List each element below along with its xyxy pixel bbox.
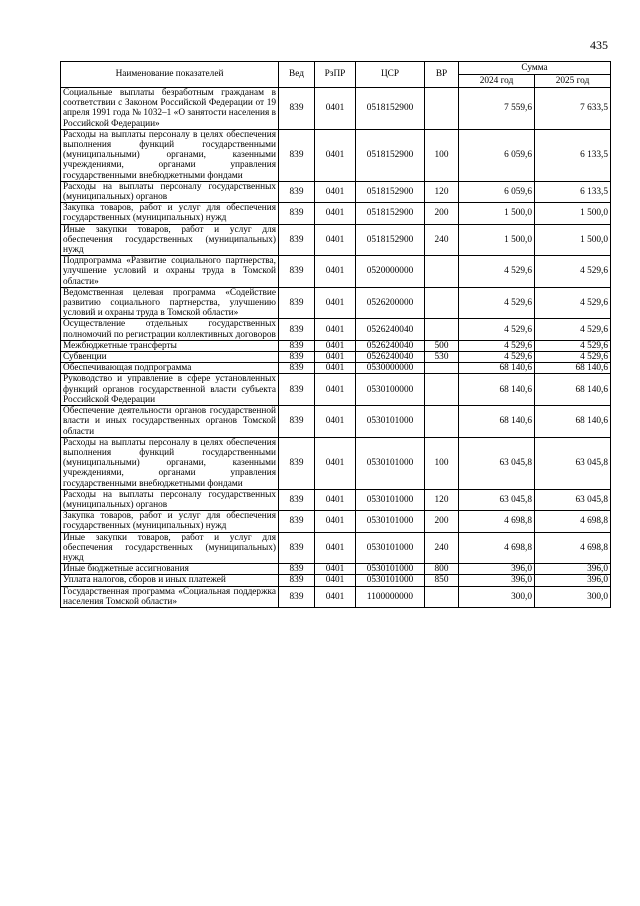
cell-rzpr: 0401 (315, 287, 356, 319)
cell-csr: 0526200000 (356, 287, 425, 319)
cell-ved: 839 (279, 406, 315, 438)
cell-name: Субвенции (61, 352, 279, 363)
cell-vr (425, 406, 459, 438)
cell-ved: 839 (279, 287, 315, 319)
cell-csr: 0526240040 (356, 340, 425, 351)
cell-2025: 68 140,6 (535, 363, 611, 374)
cell-2024: 63 045,8 (459, 437, 535, 489)
table-row (61, 224, 611, 256)
cell-ved: 839 (279, 437, 315, 489)
cell-name: Межбюджетные трансферты (61, 340, 279, 351)
cell-vr: 500 (425, 340, 459, 351)
cell-vr: 240 (425, 532, 459, 564)
cell-csr: 0518152900 (356, 203, 425, 224)
cell-name: Расходы на выплаты персоналу в целях обеспечения выполнения функций государственными (муниципальными) органами, казенными учреждениями, органами управления государственными внебюджетными фондами (61, 437, 279, 489)
cell-name: Руководство и управление в сфере установленных функций органов государственной власти субъекта Российской Федерации (61, 374, 279, 406)
cell-rzpr: 0401 (315, 575, 356, 586)
table-row (61, 564, 611, 575)
table-row (61, 319, 611, 340)
cell-csr: 0530101000 (356, 532, 425, 564)
cell-rzpr: 0401 (315, 224, 356, 256)
cell-csr: 0530101000 (356, 564, 425, 575)
cell-rzpr: 0401 (315, 374, 356, 406)
cell-2025: 63 045,8 (535, 489, 611, 510)
table-row (61, 406, 611, 438)
header-rzpr: РзПР (315, 62, 356, 88)
cell-2025: 396,0 (535, 575, 611, 586)
cell-rzpr: 0401 (315, 511, 356, 532)
cell-ved: 839 (279, 129, 315, 181)
cell-rzpr: 0401 (315, 340, 356, 351)
cell-ved: 839 (279, 181, 315, 202)
cell-csr: 0518152900 (356, 224, 425, 256)
table-row (61, 532, 611, 564)
table-row (61, 511, 611, 532)
header-year-2024: 2024 год (459, 75, 535, 88)
cell-ved: 839 (279, 586, 315, 607)
table-body (61, 88, 611, 608)
cell-2024: 4 529,6 (459, 256, 535, 288)
cell-rzpr: 0401 (315, 586, 356, 607)
cell-rzpr: 0401 (315, 489, 356, 510)
cell-name: Иные бюджетные ассигнования (61, 564, 279, 575)
cell-2025: 4 698,8 (535, 532, 611, 564)
cell-name: Иные закупки товаров, работ и услуг для обеспечения государственных (муниципальных) нужд (61, 224, 279, 256)
cell-ved: 839 (279, 352, 315, 363)
cell-vr: 120 (425, 489, 459, 510)
cell-2024: 1 500,0 (459, 224, 535, 256)
cell-vr (425, 586, 459, 607)
cell-2024: 396,0 (459, 564, 535, 575)
cell-2024: 68 140,6 (459, 406, 535, 438)
cell-2025: 4 529,6 (535, 287, 611, 319)
table-row (61, 374, 611, 406)
table-row (61, 489, 611, 510)
cell-2025: 7 633,5 (535, 88, 611, 130)
header-name: Наименование показателей (61, 62, 279, 88)
cell-vr: 530 (425, 352, 459, 363)
cell-ved: 839 (279, 88, 315, 130)
page-number: 435 (590, 38, 608, 52)
cell-rzpr: 0401 (315, 256, 356, 288)
header-vr: ВР (425, 62, 459, 88)
cell-ved: 839 (279, 489, 315, 510)
cell-rzpr: 0401 (315, 406, 356, 438)
cell-2024: 396,0 (459, 575, 535, 586)
cell-ved: 839 (279, 319, 315, 340)
cell-rzpr: 0401 (315, 129, 356, 181)
cell-2025: 4 529,6 (535, 256, 611, 288)
cell-2024: 300,0 (459, 586, 535, 607)
cell-2024: 68 140,6 (459, 363, 535, 374)
cell-2025: 6 133,5 (535, 181, 611, 202)
cell-2024: 6 059,6 (459, 129, 535, 181)
cell-vr: 120 (425, 181, 459, 202)
cell-vr (425, 319, 459, 340)
cell-csr: 0518152900 (356, 88, 425, 130)
cell-2024: 68 140,6 (459, 374, 535, 406)
cell-name: Уплата налогов, сборов и иных платежей (61, 575, 279, 586)
cell-csr: 0530000000 (356, 363, 425, 374)
cell-ved: 839 (279, 224, 315, 256)
cell-vr: 800 (425, 564, 459, 575)
cell-name: Расходы на выплаты персоналу государственных (муниципальных) органов (61, 181, 279, 202)
table-row (61, 340, 611, 351)
cell-ved: 839 (279, 374, 315, 406)
header-ved: Вед (279, 62, 315, 88)
cell-ved: 839 (279, 532, 315, 564)
cell-csr: 0526240040 (356, 352, 425, 363)
table-header (61, 62, 611, 88)
cell-ved: 839 (279, 256, 315, 288)
cell-2025: 300,0 (535, 586, 611, 607)
table-row (61, 586, 611, 607)
cell-name: Подпрограмма «Развитие социального партнерства, улучшение условий и охраны труда в Томской области» (61, 256, 279, 288)
table-row (61, 256, 611, 288)
cell-csr: 1100000000 (356, 586, 425, 607)
cell-name: Расходы на выплаты персоналу в целях обеспечения выполнения функций государственными (муниципальными) органами, казенными учреждениями, органами управления государственными внебюджетными фондами (61, 129, 279, 181)
cell-name: Расходы на выплаты персоналу государственных (муниципальных) органов (61, 489, 279, 510)
cell-vr (425, 287, 459, 319)
cell-csr: 0526240040 (356, 319, 425, 340)
cell-rzpr: 0401 (315, 564, 356, 575)
cell-csr: 0520000000 (356, 256, 425, 288)
cell-csr: 0518152900 (356, 129, 425, 181)
cell-2025: 4 698,8 (535, 511, 611, 532)
cell-rzpr: 0401 (315, 88, 356, 130)
table-row (61, 352, 611, 363)
cell-rzpr: 0401 (315, 437, 356, 489)
cell-rzpr: 0401 (315, 363, 356, 374)
cell-csr: 0530100000 (356, 374, 425, 406)
cell-2025: 63 045,8 (535, 437, 611, 489)
cell-ved: 839 (279, 203, 315, 224)
cell-vr: 200 (425, 511, 459, 532)
cell-2025: 68 140,6 (535, 406, 611, 438)
cell-name: Обеспечивающая подпрограмма (61, 363, 279, 374)
cell-name: Государственная программа «Социальная поддержка населения Томской области» (61, 586, 279, 607)
cell-vr: 850 (425, 575, 459, 586)
cell-csr: 0530101000 (356, 575, 425, 586)
cell-vr: 100 (425, 437, 459, 489)
cell-name: Социальные выплаты безработным гражданам в соответствии с Законом Российской Федерации от 19 апреля 1991 года № 1032–1 «О занятости населения в Российской Федерации» (61, 88, 279, 130)
cell-csr: 0530101000 (356, 406, 425, 438)
cell-ved: 839 (279, 511, 315, 532)
table-row (61, 287, 611, 319)
table-row (61, 129, 611, 181)
budget-table (60, 61, 611, 608)
cell-2024: 63 045,8 (459, 489, 535, 510)
cell-name: Ведомственная целевая программа «Содействие развитию социального партнерства, улучшению условий и охраны труда в Томской области» (61, 287, 279, 319)
cell-2025: 6 133,5 (535, 129, 611, 181)
cell-csr: 0530101000 (356, 437, 425, 489)
cell-ved: 839 (279, 363, 315, 374)
cell-2025: 1 500,0 (535, 224, 611, 256)
cell-csr: 0530101000 (356, 511, 425, 532)
cell-csr: 0518152900 (356, 181, 425, 202)
table-row (61, 203, 611, 224)
cell-vr (425, 256, 459, 288)
cell-name: Осуществление отдельных государственных полномочий по регистрации коллективных договоров (61, 319, 279, 340)
cell-2025: 68 140,6 (535, 374, 611, 406)
cell-vr: 240 (425, 224, 459, 256)
cell-2025: 4 529,6 (535, 352, 611, 363)
cell-vr (425, 88, 459, 130)
cell-2024: 7 559,6 (459, 88, 535, 130)
cell-2025: 4 529,6 (535, 340, 611, 351)
cell-ved: 839 (279, 340, 315, 351)
cell-2025: 1 500,0 (535, 203, 611, 224)
cell-name: Закупка товаров, работ и услуг для обеспечения государственных (муниципальных) нужд (61, 511, 279, 532)
cell-vr (425, 363, 459, 374)
cell-rzpr: 0401 (315, 532, 356, 564)
cell-vr: 200 (425, 203, 459, 224)
cell-2024: 1 500,0 (459, 203, 535, 224)
cell-2024: 4 698,8 (459, 511, 535, 532)
cell-rzpr: 0401 (315, 181, 356, 202)
table-row (61, 181, 611, 202)
table-row (61, 363, 611, 374)
cell-2024: 4 698,8 (459, 532, 535, 564)
cell-rzpr: 0401 (315, 319, 356, 340)
cell-vr (425, 374, 459, 406)
cell-csr: 0530101000 (356, 489, 425, 510)
cell-rzpr: 0401 (315, 203, 356, 224)
header-year-2025: 2025 год (535, 75, 611, 88)
cell-2025: 396,0 (535, 564, 611, 575)
table-row (61, 437, 611, 489)
cell-2024: 6 059,6 (459, 181, 535, 202)
cell-name: Закупка товаров, работ и услуг для обеспечения государственных (муниципальных) нужд (61, 203, 279, 224)
cell-2025: 4 529,6 (535, 319, 611, 340)
cell-name: Иные закупки товаров, работ и услуг для обеспечения государственных (муниципальных) нужд (61, 532, 279, 564)
cell-ved: 839 (279, 575, 315, 586)
cell-2024: 4 529,6 (459, 340, 535, 351)
cell-name: Обеспечение деятельности органов государственной власти и иных государственных органов Томской области (61, 406, 279, 438)
cell-2024: 4 529,6 (459, 352, 535, 363)
cell-vr: 100 (425, 129, 459, 181)
header-csr: ЦСР (356, 62, 425, 88)
table-row (61, 575, 611, 586)
cell-rzpr: 0401 (315, 352, 356, 363)
cell-ved: 839 (279, 564, 315, 575)
cell-2024: 4 529,6 (459, 319, 535, 340)
table-row (61, 88, 611, 130)
header-sum: Сумма (459, 62, 611, 75)
cell-2024: 4 529,6 (459, 287, 535, 319)
